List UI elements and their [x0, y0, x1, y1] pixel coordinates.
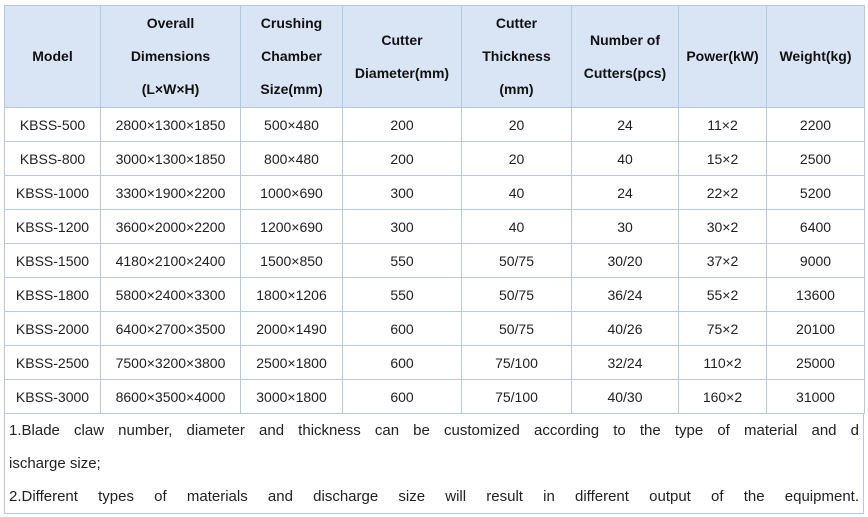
model-cell: KBSS-1800	[5, 278, 101, 312]
table-cell: 110×2	[679, 346, 767, 380]
table-cell: 2000×1490	[241, 312, 343, 346]
table-cell: 200	[343, 108, 462, 142]
column-header	[343, 6, 462, 108]
table-cell: 36/24	[572, 278, 679, 312]
column-header	[5, 6, 101, 108]
table-cell: 3000×1800	[241, 380, 343, 414]
table-row	[5, 380, 865, 414]
table-cell: 6400×2700×3500	[101, 312, 241, 346]
table-cell: 5800×2400×3300	[101, 278, 241, 312]
column-header-line: Size(mm)	[260, 81, 323, 97]
table-row	[5, 108, 865, 142]
column-header-line: Power(kW)	[686, 48, 759, 64]
column-header-line: Crushing	[260, 15, 323, 31]
table-cell: 24	[572, 176, 679, 210]
column-header-line: Chamber	[261, 48, 322, 64]
table-cell: 37×2	[679, 244, 767, 278]
table-row	[5, 244, 865, 278]
column-header	[462, 6, 572, 108]
column-header-line: Cutter	[495, 15, 538, 31]
table-cell: 40	[462, 176, 572, 210]
table-row	[5, 210, 865, 244]
table-cell: 600	[343, 346, 462, 380]
table-cell: 4180×2100×2400	[101, 244, 241, 278]
table-cell: 200	[343, 142, 462, 176]
model-cell: KBSS-1200	[5, 210, 101, 244]
model-cell: KBSS-3000	[5, 380, 101, 414]
table-cell: 40/26	[572, 312, 679, 346]
model-cell: KBSS-500	[5, 108, 101, 142]
column-header-line: Cutters(pcs)	[583, 64, 667, 81]
table-cell: 3300×1900×2200	[101, 176, 241, 210]
table-cell: 50/75	[462, 312, 572, 346]
table-row	[5, 142, 865, 176]
column-header-line: Dimensions	[130, 48, 211, 64]
table-cell: 300	[343, 176, 462, 210]
table-cell: 20100	[767, 312, 865, 346]
table-cell: 50/75	[462, 278, 572, 312]
table-row	[5, 176, 865, 210]
table-row	[5, 278, 865, 312]
table-cell: 7500×3200×3800	[101, 346, 241, 380]
table-cell: 31000	[767, 380, 865, 414]
note-1-line-1: 1.Blade claw number, diameter and thickness can be customized according to the type of material and d	[9, 422, 859, 439]
column-header	[572, 6, 679, 108]
table-cell: 550	[343, 278, 462, 312]
model-cell: KBSS-2000	[5, 312, 101, 346]
column-header-line: Number of	[590, 31, 660, 48]
table-cell: 300	[343, 210, 462, 244]
table-cell: 1500×850	[241, 244, 343, 278]
table-cell: 6400	[767, 210, 865, 244]
table-cell: 600	[343, 380, 462, 414]
column-header-line: (L×W×H)	[141, 81, 200, 97]
table-cell: 550	[343, 244, 462, 278]
model-cell: KBSS-1000	[5, 176, 101, 210]
table-cell: 30/20	[572, 244, 679, 278]
table-cell: 50/75	[462, 244, 572, 278]
table-cell: 40	[572, 142, 679, 176]
table-cell: 1800×1206	[241, 278, 343, 312]
table-row	[5, 346, 865, 380]
table-cell: 8600×3500×4000	[101, 380, 241, 414]
table-cell: 9000	[767, 244, 865, 278]
table-cell: 3000×1300×1850	[101, 142, 241, 176]
table-cell: 40/30	[572, 380, 679, 414]
column-header-line: Thickness	[482, 48, 551, 64]
table-header-row	[5, 6, 865, 108]
model-cell: KBSS-2500	[5, 346, 101, 380]
column-header-line: Weight(kg)	[779, 48, 852, 64]
table-cell: 2800×1300×1850	[101, 108, 241, 142]
notes-section	[4, 414, 864, 514]
column-header	[101, 6, 241, 108]
table-cell: 24	[572, 108, 679, 142]
column-header-line: Diameter(mm)	[354, 64, 450, 81]
table-body	[5, 108, 865, 414]
table-cell: 800×480	[241, 142, 343, 176]
table-cell: 1000×690	[241, 176, 343, 210]
note-1-line-2: ischarge size;	[9, 455, 101, 472]
table-cell: 2200	[767, 108, 865, 142]
model-cell: KBSS-800	[5, 142, 101, 176]
table-cell: 20	[462, 108, 572, 142]
table-cell: 160×2	[679, 380, 767, 414]
table-row	[5, 312, 865, 346]
table-cell: 30×2	[679, 210, 767, 244]
table-cell: 75/100	[462, 346, 572, 380]
table-cell: 500×480	[241, 108, 343, 142]
table-cell: 75/100	[462, 380, 572, 414]
column-header-line: (mm)	[499, 81, 534, 97]
table-cell: 55×2	[679, 278, 767, 312]
column-header	[767, 6, 865, 108]
table-cell: 1200×690	[241, 210, 343, 244]
table-cell: 2500×1800	[241, 346, 343, 380]
table-cell: 5200	[767, 176, 865, 210]
table-cell: 15×2	[679, 142, 767, 176]
table-cell: 32/24	[572, 346, 679, 380]
spec-table-container	[4, 5, 864, 514]
table-cell: 3600×2000×2200	[101, 210, 241, 244]
note-2: 2.Different types of materials and discharge size will result in different output of the equipment.	[9, 488, 859, 505]
column-header-line: Model	[32, 48, 73, 64]
spec-table	[4, 5, 865, 414]
table-cell: 40	[462, 210, 572, 244]
column-header-line: Overall	[146, 15, 195, 31]
column-header	[679, 6, 767, 108]
table-cell: 25000	[767, 346, 865, 380]
table-cell: 600	[343, 312, 462, 346]
table-cell: 22×2	[679, 176, 767, 210]
column-header-line: Cutter	[381, 31, 423, 48]
table-cell: 30	[572, 210, 679, 244]
model-cell: KBSS-1500	[5, 244, 101, 278]
table-cell: 11×2	[679, 108, 767, 142]
table-cell: 20	[462, 142, 572, 176]
table-cell: 75×2	[679, 312, 767, 346]
table-cell: 2500	[767, 142, 865, 176]
table-cell: 13600	[767, 278, 865, 312]
column-header	[241, 6, 343, 108]
